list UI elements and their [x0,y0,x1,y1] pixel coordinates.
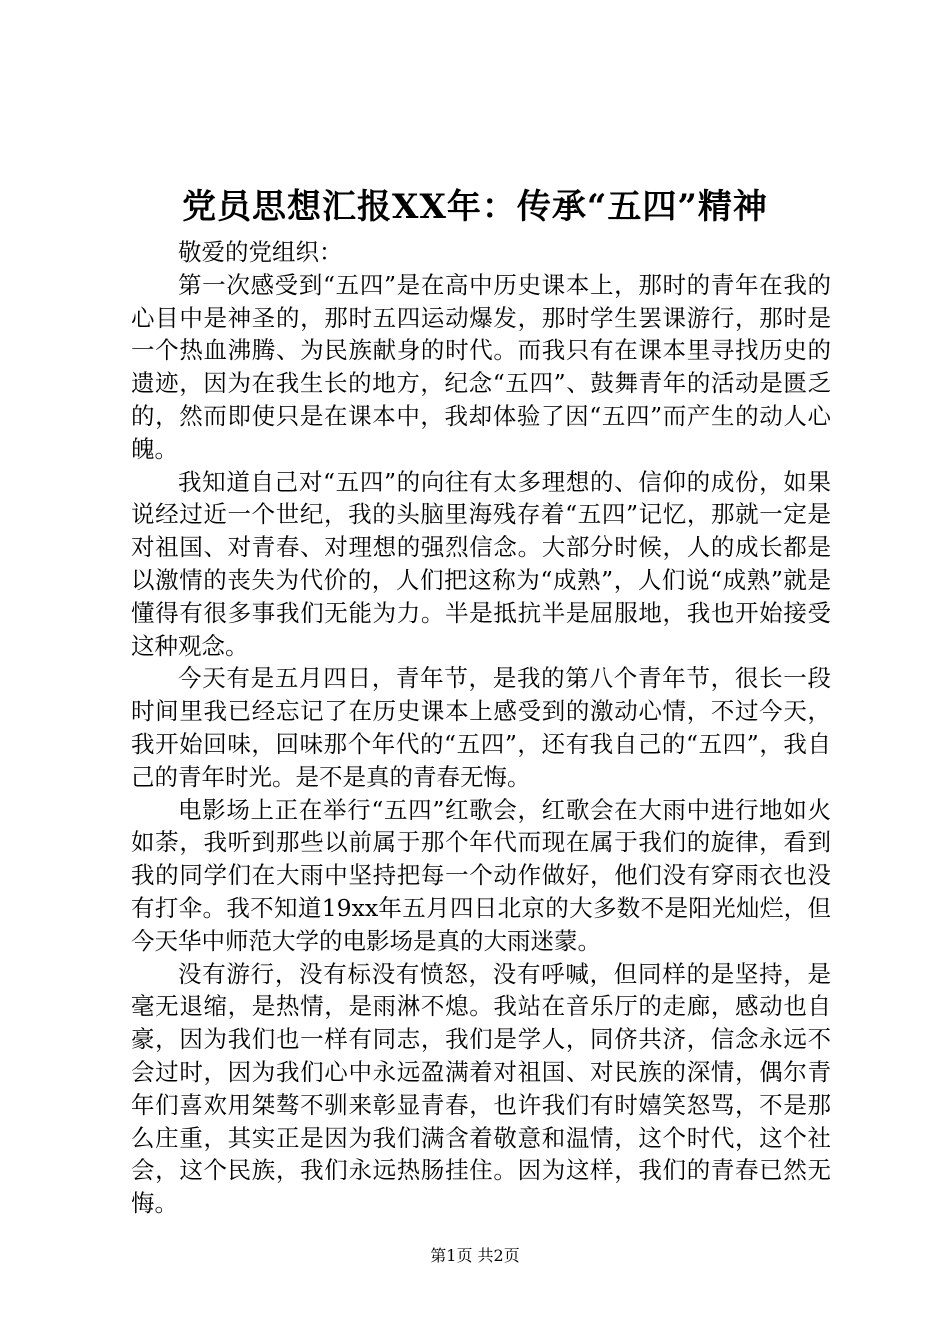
salutation: 敬爱的党组织： [178,238,343,266]
paragraph-2: 我知道自己对“五四”的向往有太多理想的、信仰的成份，如果说经过近一个世纪，我的头脑里海残存着“五四”记忆，那就一定是对祖国、对青春、对理想的强烈信念。大部分时候，人的成长都是以激情的丧失为代价的，人们把这称为“成熟”，人们说“成熟”就是懂得有很多事我们无能为力。半是抵抗半是屈服地，我也开始接受这种观念。 [131,467,831,660]
paragraph-3: 今天有是五月四日，青年节，是我的第八个青年节，很长一段时间里我已经忘记了在历史课本上感受到的激动心情，不过今天，我开始回味，回味那个年代的“五四”，还有我自己的“五四”，我自己的青年时光。是不是真的青春无悔。 [131,664,831,791]
paragraph-5: 没有游行，没有标没有愤怒，没有呼喊，但同样的是坚持，是毫无退缩，是热情，是雨淋不熄。我站在音乐厅的走廊，感动也自豪，因为我们也一样有同志，我们是学人，同侪共济，信念永远不会过时，因为我们心中永远盈满着对祖国、对民族的深情，偶尔青年们喜欢用桀骜不驯来彰显青春，也许我们有时嬉笑怒骂，不是那么庄重，其实正是因为我们满含着敬意和温情，这个时代，这个社会，这个民族，我们永远热肠挂住。因为这样，我们的青春已然无悔。 [131,959,831,1218]
page-footer [0,1245,950,1267]
document-title: 党员思想汇报XX年：传承“五四”精神 [182,187,768,227]
page-indicator: 第1页 共2页 [430,1246,520,1265]
paragraph-1: 第一次感受到“五四”是在高中历史课本上，那时的青年在我的心目中是神圣的，那时五四运动爆发，那时学生罢课游行，那时是一个热血沸腾、为民族献身的时代。而我只有在课本里寻找历史的遗迹，因为在我生长的地方，纪念“五四”、鼓舞青年的活动是匮乏的，然而即使只是在课本中，我却体验了因“五四”而产生的动人心魄。 [131,270,831,463]
document-body [131,236,831,1220]
paragraph-4: 电影场上正在举行“五四”红歌会，红歌会在大雨中进行地如火如荼，我听到那些以前属于那个年代而现在属于我们的旋律，看到我的同学们在大雨中坚持把每一个动作做好，他们没有穿雨衣也没有打伞。我不知道19xx年五月四日北京的大多数不是阳光灿烂，但今天华中师范大学的电影场是真的大雨迷蒙。 [131,795,831,955]
